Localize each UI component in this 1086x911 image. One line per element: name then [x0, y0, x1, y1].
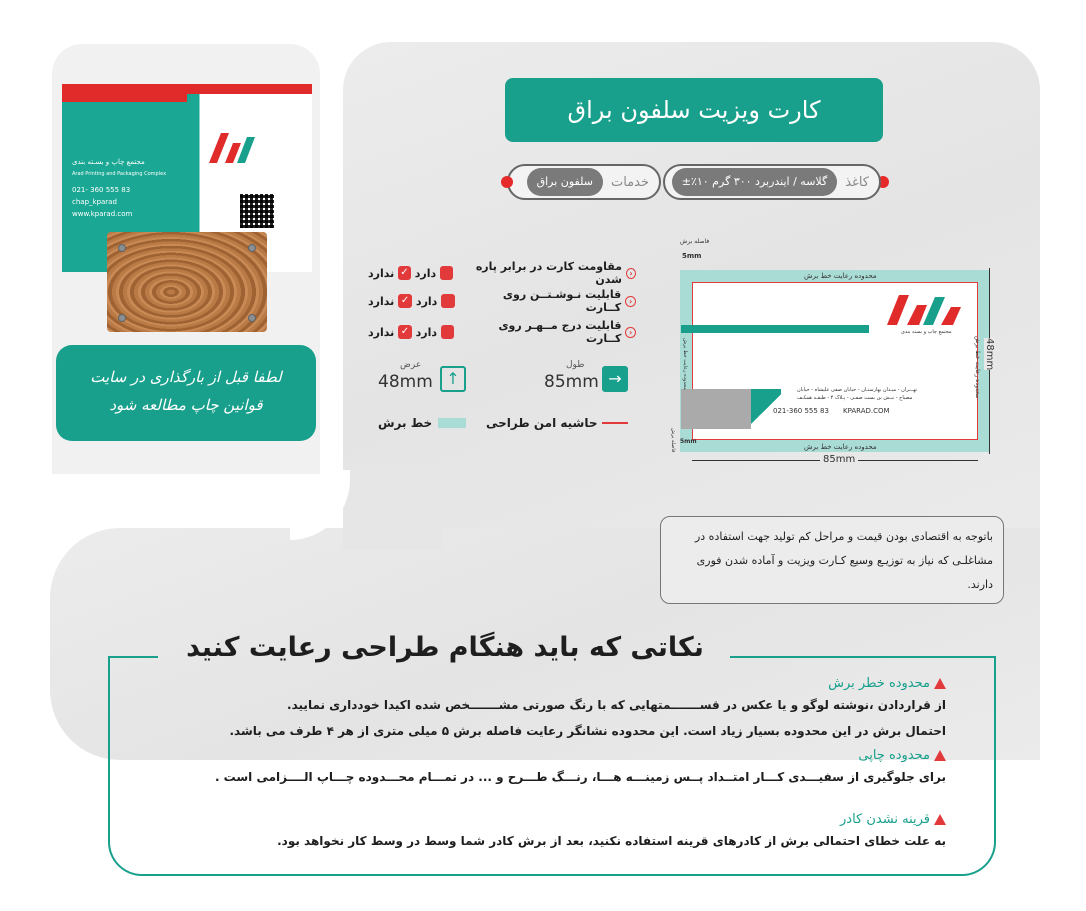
- diagram-site: KPARAD.COM: [843, 407, 890, 415]
- has-box-icon: [441, 325, 454, 339]
- top-area-label: محدوده رعایت خط برش: [804, 272, 877, 280]
- diagram-height: 48mm: [984, 338, 995, 371]
- service-value: سلفون براق: [527, 168, 603, 196]
- notice-line-2: قوانین چاپ مطالعه شود: [109, 396, 263, 414]
- feature-tear-resistance: ‹ مقاومت کارت در برابر پاره شدن دارد ✓ ندارد: [368, 264, 636, 282]
- service-end-dot-icon: [501, 176, 513, 188]
- note-heading-print-area: محدوده چاپی: [858, 748, 946, 763]
- feature-stampable: ‹ قابلیت درج مــهـر روی کــارت دارد ✓ ندارد: [368, 323, 636, 341]
- card-layout-diagram: [670, 238, 1010, 498]
- notice-line-1: لطفا قبل از بارگذاری در سایت: [90, 368, 282, 386]
- page-title: کارت ویزیت سلفون براق: [505, 78, 883, 142]
- paper-value: گلاسه / ایندربرد ۳۰۰ گرم ۱۰٪±: [672, 168, 837, 196]
- note-heading-cut-danger: محدوده خطر برش: [828, 676, 946, 691]
- cut-gap-value: 5mm: [682, 252, 702, 260]
- note-line: برای جلوگیری از سفیـــدی کـــار امتــداد پــس زمینـــه هـــا، رنـــگ طـــرح و ... در تمـــام محـــدوده چـــاپ الــــزامی است .: [214, 770, 946, 784]
- diagram-address-1: تهـــران - میـدان بهارستـان - خیابان صفی علیشاه - خیابان: [797, 387, 918, 393]
- arrow-up-icon: ↑: [440, 366, 466, 392]
- upload-notice[interactable]: [56, 345, 316, 441]
- card-red-stripe: [62, 84, 187, 102]
- arrow-left-icon: ‹: [625, 327, 636, 338]
- safe-area: [692, 282, 978, 440]
- diagram-company: مجتمع چاپ و بسته بندی: [901, 329, 952, 335]
- screw-icon: [248, 314, 256, 322]
- check-icon: ✓: [398, 294, 412, 308]
- kparad-logo-icon: [207, 129, 257, 165]
- background-join: [343, 470, 443, 550]
- screw-icon: [118, 314, 126, 322]
- note-line: به علت خطای احتمالی برش از کادرهای قرینه استفاده نکنید، بعد از برش کادر شما وسط در وسط کار نخواهد بود.: [277, 834, 946, 848]
- frame-edge: [730, 656, 996, 658]
- cut-line-swatch: [438, 418, 466, 428]
- legend-cut-line: خط برش: [378, 416, 433, 430]
- qr-code-icon: [240, 194, 274, 228]
- has-box-icon: [440, 266, 452, 280]
- paper-pill: [663, 164, 881, 200]
- has-box-icon: [441, 294, 455, 308]
- warning-icon: [934, 814, 946, 825]
- grey-block: [681, 389, 751, 429]
- bottom-area-label: محدوده رعایت خط برش: [804, 443, 877, 451]
- service-pill: [507, 164, 661, 200]
- frame-edge: [108, 656, 158, 658]
- feature-writable: ‹ قابلیت نـوشـتــن روی کــارت دارد ✓ ندارد: [368, 292, 636, 310]
- right-area-label: محدوده رعایت خط برش: [974, 336, 981, 399]
- card-company-en: Arad Printing and Packaging Complex: [72, 171, 167, 177]
- check-icon: ✓: [398, 325, 411, 339]
- service-label: خدمات: [610, 174, 649, 190]
- business-card-mockup: [62, 84, 312, 272]
- product-description: باتوجه به اقتصادی بودن قیمت و مراحل کم تولید جهت استفاده در مشاغلـی که نیاز به توزیـع وسیع کـارت ویزیت و آماده شدن فوری دارند.: [660, 516, 1004, 604]
- card-phone: 021- 360 555 83: [72, 186, 131, 194]
- warning-icon: [934, 678, 946, 689]
- width-label: عرض: [400, 360, 422, 370]
- diagram-phone: 021-360 555 83: [773, 407, 829, 415]
- left-area-label: محدوده رعایت خط برش: [682, 338, 688, 390]
- cut-gap-label: فاصله برش: [680, 238, 710, 245]
- card-website: www.kparad.com: [72, 210, 133, 218]
- arrow-right-icon: →: [602, 366, 628, 392]
- accent-bar: [681, 325, 869, 333]
- length-value: 85mm: [544, 372, 599, 392]
- bottom-gap-value: 5mm: [680, 438, 697, 445]
- kparad-logo-icon: [883, 293, 963, 327]
- wood-stand: [107, 232, 267, 332]
- width-value: 48mm: [378, 372, 433, 392]
- card-company: مجتمع چاپ و بسـته بندی: [72, 158, 145, 166]
- note-line: از قراردادن ،نوشته لوگو و یا عکس در قســـــــمتهایی که با رنگ صورتی مشـــــــخص شده اکیدا خودداری نمایید.: [287, 698, 946, 712]
- diagram-address-2: مصباح - نبـش بن بست صفـی - پـلاک ۴ - طبقـه همکـف: [797, 395, 913, 401]
- diagram-width: 85mm: [820, 454, 858, 465]
- check-icon: ✓: [398, 266, 410, 280]
- card-instagram: chap_kparad: [72, 198, 117, 206]
- safe-margin-swatch: [602, 422, 628, 424]
- length-label: طول: [566, 360, 585, 370]
- screw-icon: [118, 244, 126, 252]
- notes-title: نکاتی که باید هنگام طراحی رعایت کنید: [186, 632, 704, 663]
- note-line: احتمال برش در این محدوده بسیار زیاد است. این محدوده نشانگر رعایت فاصله برش ۵ میلی متری از هر ۴ طرف می باشد.: [229, 724, 946, 738]
- screw-icon: [248, 244, 256, 252]
- card-red-stripe-right: [187, 84, 312, 94]
- warning-icon: [934, 750, 946, 761]
- arrow-left-icon: ‹: [625, 296, 636, 307]
- arrow-left-icon: ‹: [626, 268, 636, 279]
- legend-safe-margin: حاشیه امن طراحی: [486, 416, 598, 430]
- bottom-gap-label: فاصله برش: [670, 428, 676, 453]
- note-heading-symmetry: قرینه نشدن کادر: [840, 812, 946, 827]
- paper-label: کاغذ: [845, 174, 869, 190]
